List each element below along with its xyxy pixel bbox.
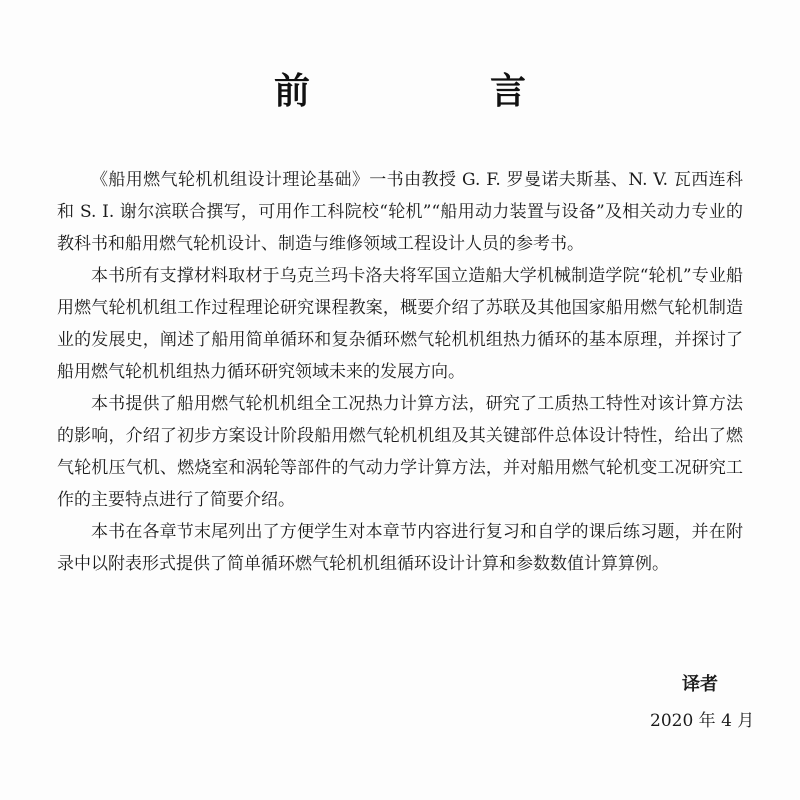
- preface-body: [57, 164, 743, 580]
- date-label: 2020 年 4 月: [650, 711, 755, 731]
- paragraph-1: 《船用燃气轮机机组设计理论基础》一书由教授 G. F. 罗曼诺夫斯基、N. V. 瓦西连科和 S. I. 谢尔滨联合撰写，可用作工科院校“轮机”“船用动力装置与设备”及相关动力专业的教科书和船用燃气轮机设计、制造与维修领域工程设计人员的参考书。: [57, 170, 743, 254]
- paragraph-3: 本书提供了船用燃气轮机机组全工况热力计算方法，研究了工质热工特性对该计算方法的影响，介绍了初步方案设计阶段船用燃气轮机机组及其关键部件总体设计特性，给出了燃气轮机压气机、燃烧室和涡轮等部件的气动力学计算方法，并对船用燃气轮机变工况研究工作的主要特点进行了简要介绍。: [57, 394, 743, 510]
- paragraph-2: 本书所有支撑材料取材于乌克兰玛卡洛夫将军国立造船大学机械制造学院“轮机”专业船用燃气轮机机组工作过程理论研究课程教案，概要介绍了苏联及其他国家船用燃气轮机制造业的发展史，阐述了船用简单循环和复杂循环燃气轮机机组热力循环的基本原理，并探讨了船用燃气轮机机组热力循环研究领域未来的发展方向。: [57, 266, 743, 382]
- signature-block: [600, 670, 760, 738]
- translator-label: 译者: [682, 674, 718, 695]
- paragraph-4: 本书在各章节末尾列出了方便学生对本章节内容进行复习和自学的课后练习题，并在附录中以附表形式提供了简单循环燃气轮机机组循环设计计算和参数数值计算算例。: [57, 522, 743, 574]
- page-title: 前 言: [273, 71, 598, 112]
